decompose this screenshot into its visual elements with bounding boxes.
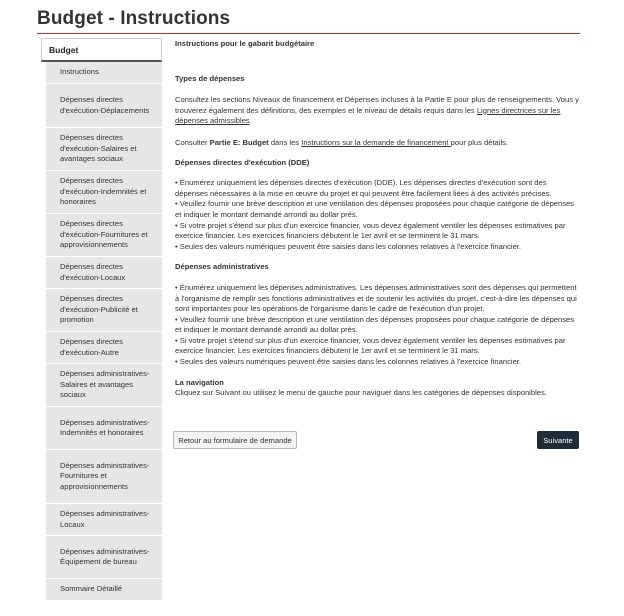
sidebar-item-label: Dépenses directes d'exécution-Déplacements [60,95,150,115]
sidebar-item-dde-fournitures[interactable] [46,214,162,257]
sidebar-item-admin-indemnites[interactable] [46,407,162,450]
sidebar-item-label: Dépenses directes d'exécution-Publicité et promotion [60,294,138,325]
section-heading-admin: Dépenses administratives [175,262,269,272]
sidebar-item-dde-indemnites[interactable] [46,171,162,214]
sidebar-item-label: Dépenses directes d'exécution-Indemnités et honoraires [60,176,147,207]
sidebar-item-label: Dépenses administratives-Indemnités et honoraires [60,417,150,437]
back-to-application-button[interactable]: Retour au formulaire de demande [173,431,297,449]
sidebar-item-admin-locaux[interactable] [46,504,162,536]
sidebar-item-instructions[interactable] [46,62,162,84]
sidebar-item-label: Dépenses directes d'exécution-Salaires et avantages sociaux [60,133,137,164]
admin-bullet-1: • Énumérez uniquement les dépenses administratives. Les dépenses administratives sont des dépenses qui permettent à l'organisme de remplir ses fonctions administratives et de soutenir les activités du projet, c'est-à-dire les dépenses qui sont importantes pour les opérations de l'organisme dans le cadre de l'exécution d'un projet. [175,282,577,314]
sidebar-item-label: Dépenses administratives-Locaux [60,509,150,529]
sidebar-item-label: Dépenses directes d'exécution-Fournitures et approvisionnements [60,219,148,250]
types-paragraph-end: . [249,116,252,126]
admin-bullet-4: • Seules des valeurs numériques peuvent être saisies dans les colonnes relatives à l'exercice financier. [175,357,522,367]
sidebar-header: Budget [41,38,162,62]
sidebar-item-admin-salaires[interactable] [46,364,162,407]
sidebar-item-admin-equipement[interactable] [46,536,162,579]
sidebar-item-dde-salaires[interactable] [46,128,162,171]
admin-bullet-3: • Si votre projet s'étend sur plus d'un exercice financier, vous devez également ventiler les dépenses estimatives par exercice financier. Les exercices financiers débutent le 1er avril et se terminent le 31 mars. [175,335,566,356]
main-content [175,38,580,399]
section-heading-navigation: La navigation [175,377,224,387]
sidebar-item-label: Dépenses administratives-Fournitures et approvisionnements [60,460,150,491]
sidebar-item-dde-autre[interactable] [46,332,162,364]
dde-bullet-3: • Si votre projet s'étend sur plus d'un exercice financier, vous devez également ventiler les dépenses estimatives par exercice financier. Les exercices financiers débutent le 1er avril et se terminent le 31 mars. [175,220,566,241]
dde-bullet-2: • Veuillez fournir une brève description et une ventilation des dépenses proposées pour chaque catégorie de dépenses et indiquer le montant demandé arrondi au dollar près. [175,199,575,219]
navigation-text: Cliquez sur Suivant ou utilisez le menu de gauche pour naviguer dans les catégories de dépenses disponibles. [175,388,547,398]
eligible-expenses-guidelines-link[interactable]: Lignes directrices sur les dépenses admissibles [175,105,561,126]
consult-bold: Partie E: Budget [209,137,269,147]
section-heading-types: Types de dépenses [175,73,245,83]
funding-application-instructions-link[interactable]: Instructions sur la demande de financement [301,137,451,147]
sidebar-item-admin-fournitures[interactable] [46,450,162,504]
title-divider [37,33,580,34]
dde-bullet-4: • Seules des valeurs numériques peuvent être saisies dans les colonnes relatives à l'exercice financier. [175,241,522,251]
sidebar-nav [41,38,162,601]
next-button[interactable]: Suivante [537,431,579,449]
sidebar-item-sommaire[interactable] [46,579,162,601]
sidebar-item-dde-locaux[interactable] [46,257,162,289]
content-heading: Instructions pour le gabarit budgétaire [175,39,315,48]
consult-paragraph [175,138,580,149]
sidebar-item-label: Dépenses administratives-Salaires et avantages sociaux [60,369,150,400]
consult-end: pour plus détails. [450,137,509,147]
dde-bullet-1: • Énumérez uniquement les dépenses directes d'exécution (DDE). Les dépenses directes d'exécution sont des dépenses nécessaires à la mise en œuvre du projet et qui peuvent être facilement liées à des activités précises. [175,178,552,198]
sidebar-item-dde-deplacements[interactable] [46,84,162,128]
section-heading-dde: Dépenses directes d'exécution (DDE) [175,157,310,167]
page-title: Budget - Instructions [37,8,231,29]
sidebar-item-dde-publicite[interactable] [46,289,162,332]
sidebar-item-label: Dépenses administratives-Équipement de bureau [60,546,150,566]
sidebar-item-label: Sommaire Détaillé [60,584,123,594]
admin-bullet-2: • Veuillez fournir une brève description et une ventilation des dépenses proposées pour chaque catégorie de dépenses et indiquer le montant demandé arrondi au dollar près. [175,314,575,335]
sidebar-list [41,62,162,601]
sidebar-item-label: Dépenses directes d'exécution-Locaux [60,262,126,282]
sidebar-item-label: Dépenses directes d'exécution-Autre [60,337,123,357]
consult-text-2: dans les [268,137,302,147]
consult-text: Consulter [175,137,210,147]
types-paragraph-text: Consultez les sections Niveaux de financement et Dépenses incluses à la Partie E pour plus de renseignements. Vous y trouverez également des définitions, des exemples et le niveau de détails requis dans les [175,95,579,115]
types-paragraph [175,95,580,127]
sidebar-item-label: Instructions [60,67,99,77]
